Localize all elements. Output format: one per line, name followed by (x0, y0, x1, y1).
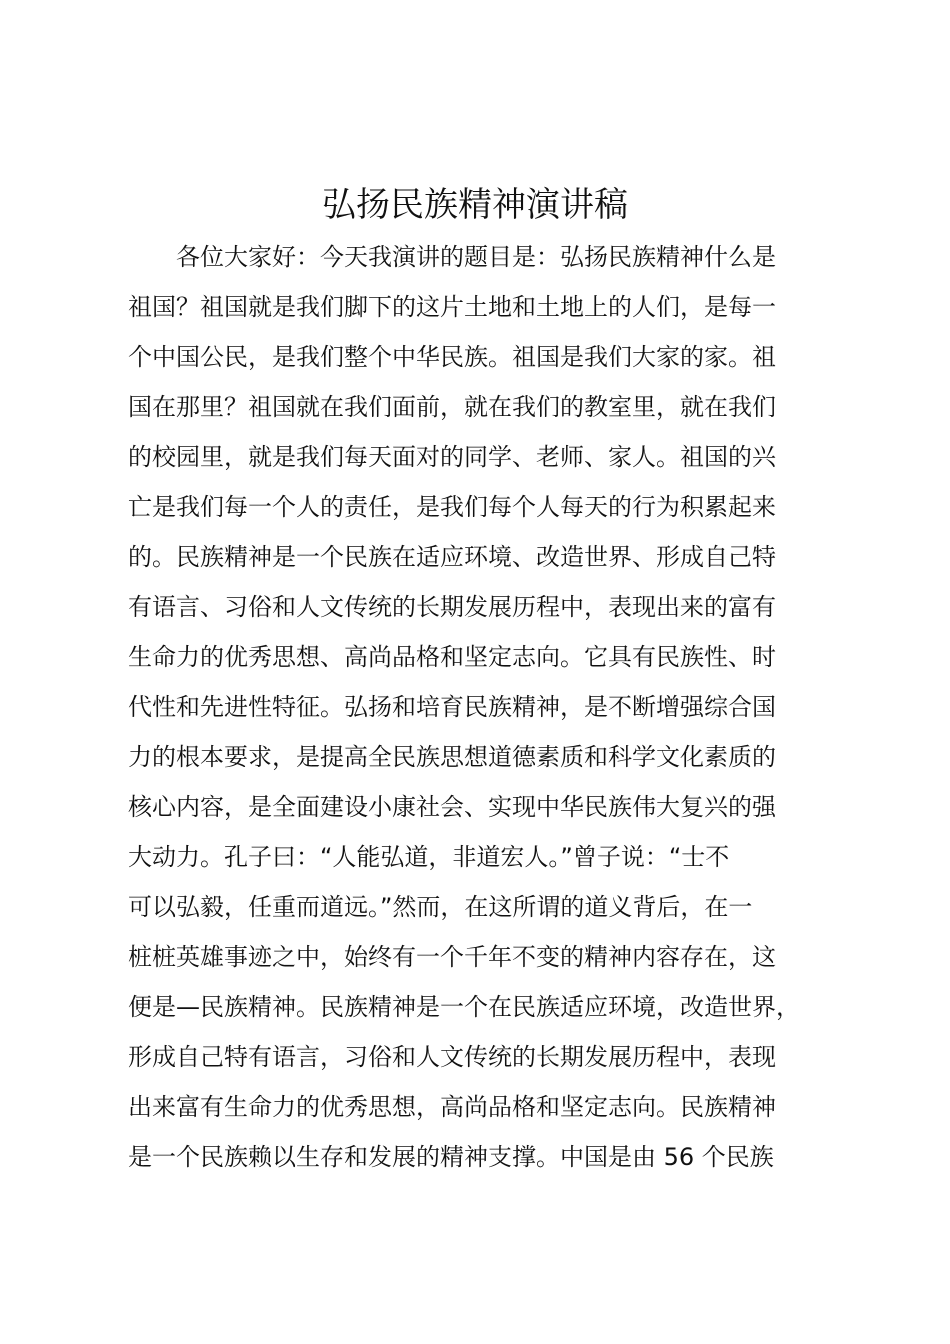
body-line: 个中国公民，是我们整个中华民族。祖国是我们大家的家。祖 (128, 343, 776, 371)
body-line: 国在那里？祖国就在我们面前，就在我们的教室里，就在我们 (128, 393, 776, 421)
document-body (128, 232, 838, 1182)
document-title: 弘扬民族精神演讲稿 (322, 185, 628, 225)
body-line: 桩桩英雄事迹之中，始终有一个千年不变的精神内容存在，这 (128, 943, 776, 971)
body-line: 是一个民族赖以生存和发展的精神支撑。中国是由 56 个民族 (128, 1143, 774, 1171)
body-line: 各位大家好：今天我演讲的题目是：弘扬民族精神什么是 (176, 243, 776, 271)
body-line: 祖国？祖国就是我们脚下的这片土地和土地上的人们，是每一 (128, 293, 776, 321)
body-line: 大动力。孔子曰：“人能弘道，非道宏人。”曾子说：“士不 (128, 843, 730, 871)
body-line: 出来富有生命力的优秀思想，高尚品格和坚定志向。民族精神 (128, 1093, 776, 1121)
body-line: 核心内容，是全面建设小康社会、实现中华民族伟大复兴的强 (128, 793, 776, 821)
body-line: 的校园里，就是我们每天面对的同学、老师、家人。祖国的兴 (128, 443, 776, 471)
body-line: 亡是我们每一个人的责任，是我们每个人每天的行为积累起来 (128, 493, 776, 521)
body-line: 形成自己特有语言，习俗和人文传统的长期发展历程中，表现 (128, 1043, 776, 1071)
body-line: 便是—民族精神。民族精神是一个在民族适应环境，改造世界， (128, 993, 800, 1021)
body-line: 有语言、习俗和人文传统的长期发展历程中，表现出来的富有 (128, 593, 776, 621)
body-line: 可以弘毅，任重而道远。”然而，在这所谓的道义背后，在一 (128, 893, 753, 921)
body-line: 生命力的优秀思想、高尚品格和坚定志向。它具有民族性、时 (128, 643, 776, 671)
body-line: 力的根本要求，是提高全民族思想道德素质和科学文化素质的 (128, 743, 776, 771)
body-line: 代性和先进性特征。弘扬和培育民族精神，是不断增强综合国 (128, 693, 776, 721)
body-line: 的。民族精神是一个民族在适应环境、改造世界、形成自己特 (128, 543, 776, 571)
